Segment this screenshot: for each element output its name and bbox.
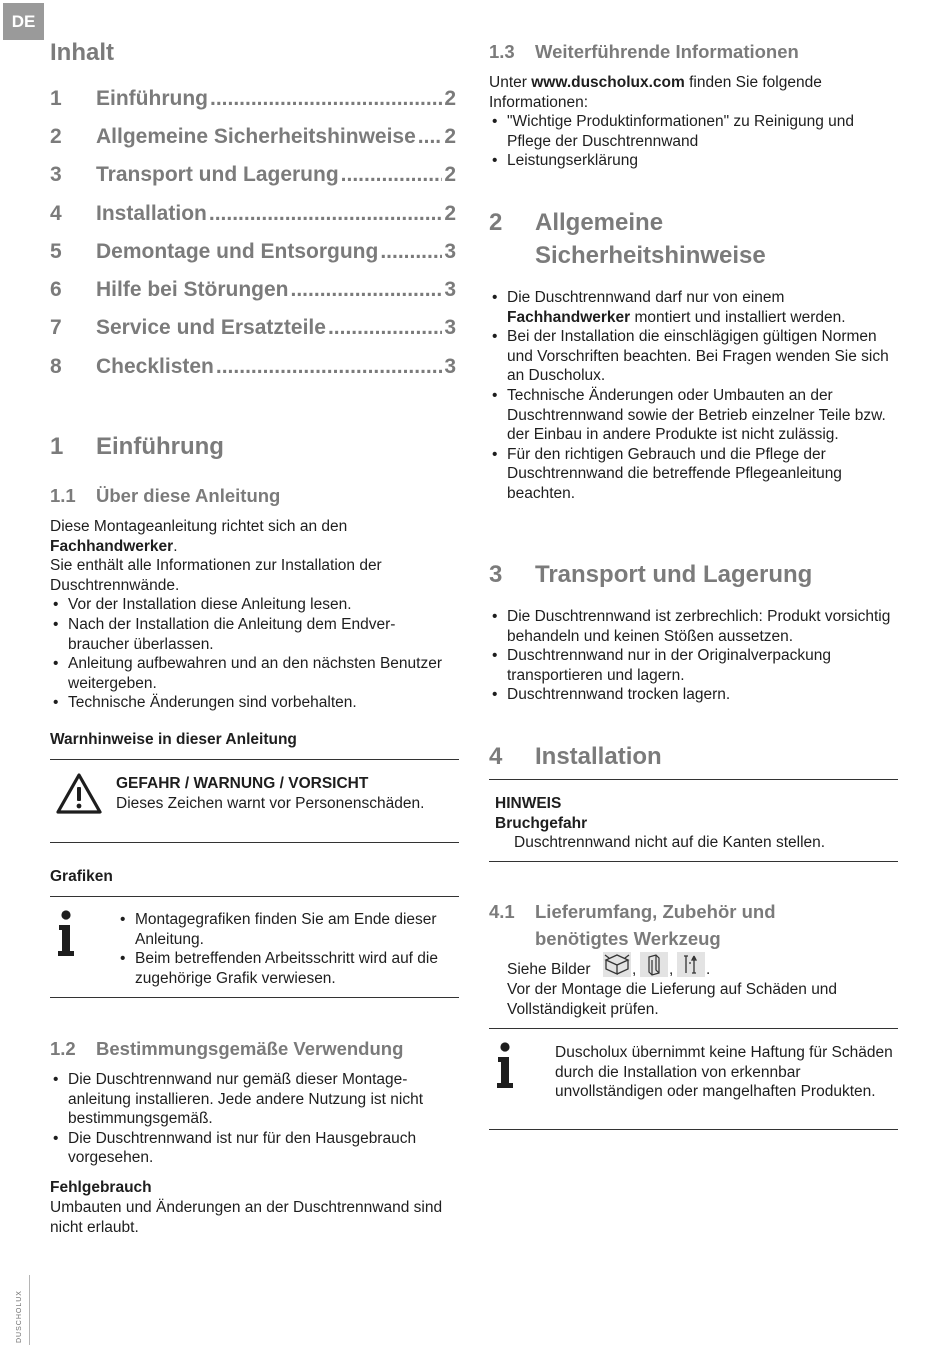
list-item: • Nach der Installation die Anleitung dem Endverbraucher überlassen. xyxy=(50,615,450,654)
info-paragraph: Unter www.duscholux.com finden Sie folgende Informationen: xyxy=(489,74,822,111)
toc-item[interactable]: 7 Service und Ersatzteile ..... 3 xyxy=(50,318,456,346)
info-list xyxy=(489,112,899,171)
warning-heading: Warnhinweise in dieser Anleitung xyxy=(50,731,297,748)
safety-list xyxy=(489,288,899,504)
side-brand xyxy=(6,1275,30,1345)
section-heading: 4 Installation xyxy=(489,743,662,770)
divider xyxy=(50,896,459,897)
graphics-heading: Grafiken xyxy=(50,868,113,885)
intro-paragraph: Diese Montageanleitung richtet sich an den Fachhandwerker. Sie enthält alle Informationen zur Installation der Duschtrennwände. • Vor der Installation diese Anleitung lesen. • Nach der Installation die Anleitung dem Endverbraucher überlassen. • Anleitung aufbewahren und an den nächsten Benutzer weitergeben. • Technische Änderungen sind vorbehalten. xyxy=(50,517,450,713)
notice-label: HINWEIS xyxy=(495,795,562,812)
notice-box xyxy=(495,794,895,853)
list-item: • Die Duschtrennwand darf nur von einem Fachhandwerker montiert und installiert werden. xyxy=(489,288,899,327)
misuse-heading: Fehlgebrauch xyxy=(50,1179,152,1196)
notice-title: Bruchgefahr xyxy=(495,814,588,832)
divider xyxy=(50,997,459,998)
info-icon xyxy=(494,1042,516,1089)
toc-item[interactable]: 2 Allgemeine Sicherheitshinweise ..... 2 xyxy=(50,127,456,155)
list-item: • Vor der Installation diese Anleitung lesen. xyxy=(50,595,450,615)
transport-list xyxy=(489,607,899,705)
toc-item[interactable]: 3 Transport und Lagerung ..... 2 xyxy=(50,165,456,193)
website-link[interactable]: www.duscholux.com xyxy=(531,74,685,91)
warning-box xyxy=(116,774,446,813)
list-item: • Technische Änderungen oder Umbauten an der Duschtrennwand sowie der Betrieb einzelner Teile bzw. der Einbau in andere Produkte ist nicht zulässig. xyxy=(489,386,899,445)
list-item: • Technische Änderungen sind vorbehalten. xyxy=(50,693,450,713)
box-figure-icon[interactable] xyxy=(603,952,631,977)
toc-item[interactable]: 4 Installation ..... 2 xyxy=(50,204,456,232)
subsection-heading: 1.2 Bestimmungsgemäße Verwendung xyxy=(50,1038,404,1059)
misuse-text: Umbauten und Änderungen an der Duschtrennwand sind nicht erlaubt. xyxy=(50,1199,443,1236)
language-tab: DE xyxy=(3,3,44,40)
list-item: • Duschtrennwand nur in der Originalverpackung transportieren und lagern. xyxy=(489,646,899,685)
divider xyxy=(489,861,898,862)
warning-triangle-icon xyxy=(55,772,103,815)
divider xyxy=(489,1028,898,1029)
list-item: • Duschtrennwand trocken lagern. xyxy=(489,685,899,705)
list-item: • Die Duschtrennwand ist zerbrechlich: Produkt vorsichtig behandeln und keinen Stößen aussetzen. xyxy=(489,607,899,646)
divider xyxy=(489,1129,898,1130)
list-item: • Bei der Installation die einschlägigen gültigen Normen und Vorschriften beachten. Bei Fragen wenden Sie sich an Duscholux. xyxy=(489,327,899,386)
list-item: • Anleitung aufbewahren und an den nächsten Benutzer weitergeben. xyxy=(50,654,450,693)
section-heading: 1 Einführung xyxy=(50,433,224,460)
warning-title: GEFAHR / WARNUNG / VORSICHT xyxy=(116,775,369,792)
section-heading: 3 Transport und Lagerung xyxy=(489,561,813,588)
warning-text: Dieses Zeichen warnt vor Personenschäden. xyxy=(116,794,425,812)
graphics-list xyxy=(117,910,457,988)
subsection-heading: 1.1 Über diese Anleitung xyxy=(50,485,281,506)
liability-note: Duscholux übernimmt keine Haftung für Schäden durch die Installation von erkennbar unvollständigen oder mangelhaften Produkten. xyxy=(555,1044,893,1101)
list-item: • Die Duschtrennwand ist nur für den Hausgebrauch vorgesehen. xyxy=(50,1129,460,1168)
divider xyxy=(50,759,459,760)
list-item: • Montagegrafiken finden Sie am Ende dieser Anleitung. xyxy=(117,910,457,949)
list-item: • Leistungserklärung xyxy=(489,151,899,171)
usage-list xyxy=(50,1070,460,1168)
glass-panel-figure-icon[interactable] xyxy=(640,952,668,977)
notice-text: Duschtrennwand nicht auf die Kanten stellen. xyxy=(514,834,826,852)
list-item: • Die Duschtrennwand nur gemäß dieser Montageanleitung installieren. Jede andere Nutzung ist nicht bestimmungsgemäß. xyxy=(50,1070,460,1129)
toc-item[interactable]: 6 Hilfe bei Störungen ..... 3 xyxy=(50,280,456,308)
toc-item[interactable]: 8 Checklisten ..... 3 xyxy=(50,357,456,385)
section-heading: 2 Allgemeine Sicherheitshinweise xyxy=(489,209,766,269)
divider xyxy=(489,779,898,780)
list-item: • "Wichtige Produktinformationen" zu Reinigung und Pflege der Duschtrennwand xyxy=(489,112,899,151)
list-item: • Für den richtigen Gebrauch und die Pflege der Duschtrennwand die betreffende Pflegeanleitung beachten. xyxy=(489,445,899,504)
delivery-paragraph: Siehe Bilder , , . Vor der Montage die Lieferung auf Schäden und Vollständigkeit prüfen. xyxy=(507,960,902,1019)
subsection-heading: 1.3 Weiterführende Informationen xyxy=(489,41,799,62)
list-item: • Beim betreffenden Arbeitsschritt wird auf die zugehörige Grafik verwiesen. xyxy=(117,949,457,988)
tools-figure-icon[interactable] xyxy=(677,952,705,977)
divider xyxy=(50,842,459,843)
toc-title: Inhalt xyxy=(50,39,114,66)
info-icon xyxy=(55,910,77,957)
brand-logo-text: DUSCHOLUX xyxy=(16,1290,23,1343)
toc-item[interactable]: 1 Einführung ..... 2 xyxy=(50,89,456,117)
subsection-heading: 4.1 Lieferumfang, Zubehör und benötigtes Werkzeug xyxy=(489,901,776,949)
toc-item[interactable]: 5 Demontage und Entsorgung ..... 3 xyxy=(50,242,456,270)
